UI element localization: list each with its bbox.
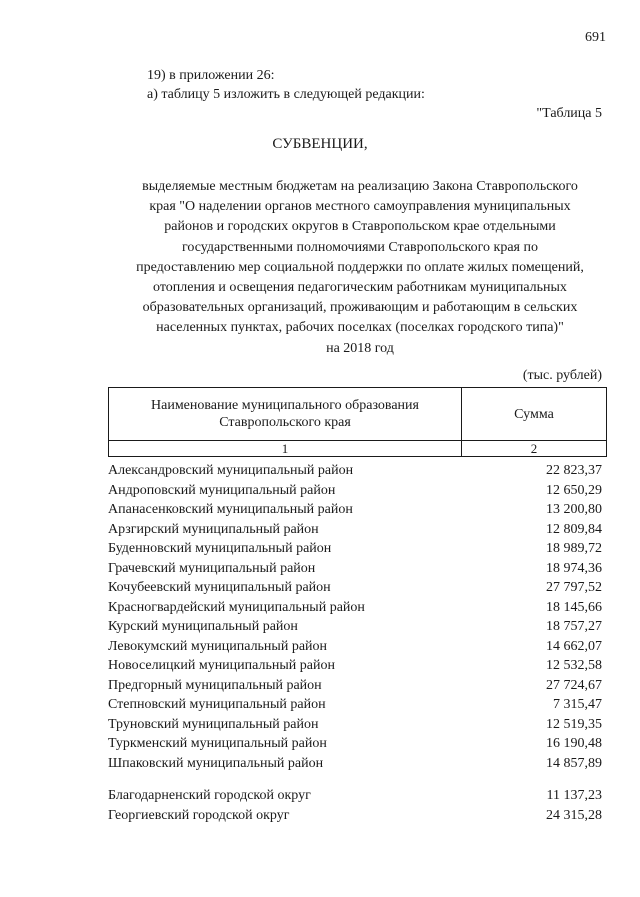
- column-number-1: 1: [109, 441, 462, 457]
- row-name: Апанасенковский муниципальный район: [108, 502, 353, 517]
- table-row: [108, 695, 604, 715]
- subtitle-line: населенных пунктах, рабочих поселках (поселках городского типа)": [156, 320, 564, 336]
- row-name: Арзгирский муниципальный район: [108, 521, 319, 537]
- table-row: [108, 715, 604, 735]
- row-amount: 12 532,58: [546, 658, 602, 673]
- row-name: Благодарненский городской округ: [108, 788, 311, 803]
- row-name: Предгорный муниципальный район: [108, 677, 322, 693]
- table-row: [108, 461, 604, 481]
- row-name: Степновский муниципальный район: [108, 697, 326, 712]
- row-name: Труновский муниципальный район: [108, 716, 319, 732]
- row-amount: 14 857,89: [546, 755, 602, 771]
- column-header-name: [109, 388, 462, 441]
- row-amount: 24 315,28: [546, 807, 602, 823]
- row-name: Новоселицкий муниципальный район: [108, 658, 335, 673]
- row-name: Буденновский муниципальный район: [108, 541, 332, 556]
- subtitle-line: образовательных организаций, проживающим и работающим в сельских: [142, 300, 578, 316]
- table-row: [108, 578, 604, 598]
- table-row: [108, 637, 604, 657]
- row-name: Туркменский муниципальный район: [108, 736, 327, 751]
- document-subtitle: [100, 177, 620, 359]
- page-number: 691: [585, 30, 606, 45]
- subtitle-line: районов и городских округов в Ставропольском крае отдельными: [164, 219, 556, 235]
- table-header: [108, 387, 607, 457]
- table-row: [108, 559, 604, 579]
- table-row: [108, 734, 604, 754]
- units-label: (тыс. рублей): [522, 368, 602, 383]
- row-amount: 27 724,67: [546, 677, 602, 693]
- column-number-2: 2: [462, 441, 607, 457]
- row-name: Грачевский муниципальный район: [108, 560, 316, 576]
- row-amount: 7 315,47: [553, 697, 602, 712]
- subitem-line: а) таблицу 5 изложить в следующей редакции:: [147, 87, 425, 102]
- subtitle-line: государственными полномочиями Ставропольского края по: [182, 239, 538, 255]
- row-amount: 16 190,48: [546, 736, 602, 751]
- row-name: Андроповский муниципальный район: [108, 482, 336, 498]
- row-amount: 12 650,29: [546, 482, 602, 498]
- column-header-line: Наименование муниципального образования: [151, 398, 419, 413]
- row-amount: 12 519,35: [546, 716, 602, 732]
- row-name: Александровский муниципальный район: [108, 463, 354, 478]
- table-row: [108, 806, 604, 826]
- row-amount: 18 989,72: [546, 541, 602, 556]
- table-row: [108, 539, 604, 559]
- subtitle-line: выделяемые местным бюджетам на реализацию Закона Ставропольского: [142, 179, 578, 194]
- table-row: [108, 500, 604, 520]
- column-header-line: Ставропольского края: [219, 415, 351, 430]
- table-row: [108, 786, 604, 806]
- row-amount: 27 797,52: [546, 580, 602, 595]
- subtitle-line: на 2018 год: [326, 340, 394, 356]
- row-amount: 18 757,27: [546, 619, 602, 634]
- row-amount: 12 809,84: [546, 521, 602, 537]
- subtitle-line: отопления и освещения педагогическим работникам муниципальных: [153, 280, 567, 296]
- table-row: [108, 520, 604, 540]
- row-amount: 13 200,80: [546, 502, 602, 517]
- row-name: Шпаковский муниципальный район: [108, 755, 324, 771]
- row-name: Левокумский муниципальный район: [108, 638, 328, 654]
- row-amount: 14 662,07: [546, 638, 602, 654]
- table-row: [108, 617, 604, 637]
- districts-list: [108, 461, 604, 773]
- row-amount: 18 974,36: [546, 560, 602, 576]
- row-amount: 22 823,37: [546, 463, 602, 478]
- row-amount: 11 137,23: [546, 788, 602, 803]
- table-row: [108, 481, 604, 501]
- table-row: [108, 598, 604, 618]
- row-name: Курский муниципальный район: [108, 619, 298, 634]
- table-row: [108, 656, 604, 676]
- row-name: Георгиевский городской округ: [108, 807, 290, 823]
- item-line: 19) в приложении 26:: [147, 68, 275, 83]
- subtitle-line: края "О наделении органов местного самоуправления муниципальных: [149, 199, 571, 215]
- document-title: СУБВЕНЦИИ,: [272, 136, 368, 152]
- row-amount: 18 145,66: [546, 599, 602, 615]
- table-row: [108, 754, 604, 774]
- row-name: Красногвардейский муниципальный район: [108, 599, 365, 615]
- subtitle-line: предоставлению мер социальной поддержки по оплате жилых помещений,: [136, 259, 584, 275]
- city-okrugs-list: [108, 786, 604, 825]
- table-row: [108, 676, 604, 696]
- table-label: "Таблица 5: [536, 106, 602, 121]
- column-header-amount: Сумма: [462, 388, 607, 441]
- row-name: Кочубеевский муниципальный район: [108, 580, 331, 595]
